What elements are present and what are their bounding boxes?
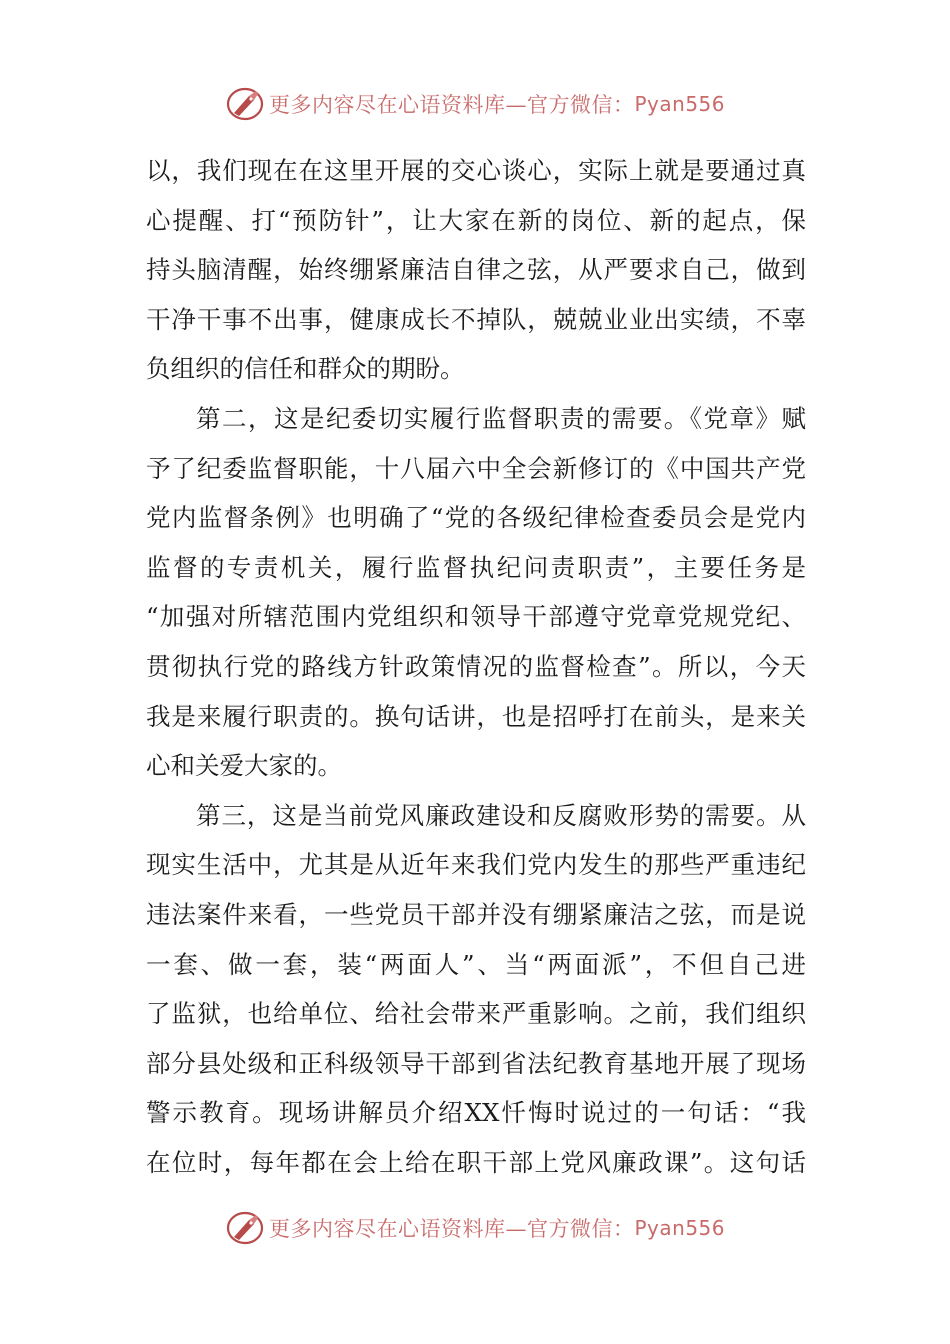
watermark-text: 更多内容尽在心语资料库—官方微信：	[268, 1217, 635, 1241]
text-line: 心和关爱大家的。	[146, 751, 342, 781]
text-line: 予了纪委监督职能，十八届六中全会新修订的《中国共产党	[146, 453, 806, 483]
text-line: 心提醒、打“预防针”，让大家在新的岗位、新的起点，保	[146, 205, 806, 235]
watermark-wechat-id: Pyan556	[634, 1216, 725, 1240]
watermark-wechat-id: Pyan556	[634, 92, 725, 116]
text-line: 现实生活中，尤其是从近年来我们党内发生的那些严重违纪	[146, 850, 806, 880]
paragraph-first-line: 第二，这是纪委切实履行监督职责的需要。《党章》赋	[196, 403, 806, 433]
text-line: 了监狱，也给单位、给社会带来严重影响。之前，我们组织	[146, 999, 806, 1029]
text-line: 警示教育。现场讲解员介绍XX忏悔时说过的一句话：“我	[146, 1098, 806, 1128]
text-line: 一套、做一套，装“两面人”、当“两面派”，不但自己进	[146, 949, 806, 979]
text-line: 负组织的信任和群众的期盼。	[146, 354, 465, 384]
paragraph-first-line: 第三，这是当前党风廉政建设和反腐败形势的需要。从	[196, 800, 806, 830]
text-line: 干净干事不出事，健康成长不掉队，兢兢业业出实绩，不辜	[146, 304, 806, 334]
text-line: 我是来履行职责的。换句话讲，也是招呼打在前头，是来关	[146, 701, 806, 731]
document-body	[146, 146, 806, 1187]
watermark-text: 更多内容尽在心语资料库—官方微信：	[268, 93, 635, 117]
text-line: 违法案件来看，一些党员干部并没有绷紧廉洁之弦，而是说	[146, 899, 806, 929]
text-line: 以，我们现在在这里开展的交心谈心，实际上就是要通过真	[146, 156, 806, 185]
text-line: 贯彻执行党的路线方针政策情况的监督检查”。所以，今天	[146, 651, 806, 681]
footer-watermark	[0, 1208, 950, 1248]
text-line: 持头脑清醒，始终绷紧廉洁自律之弦，从严要求自己，做到	[146, 255, 806, 285]
text-line: “加强对所辖范围内党组织和领导干部遵守党章党规党纪、	[146, 602, 806, 632]
text-line: 党内监督条例》也明确了“党的各级纪律检查委员会是党内	[146, 503, 806, 533]
text-line: 在位时，每年都在会上给在职干部上党风廉政课”。这句话	[146, 1147, 806, 1177]
pen-nib-logo-icon	[225, 1210, 265, 1246]
pen-nib-logo-icon	[225, 86, 265, 122]
text-line: 监督的专责机关，履行监督执纪问责职责”，主要任务是	[146, 552, 806, 582]
text-line: 部分县处级和正科级领导干部到省法纪教育基地开展了现场	[146, 1048, 806, 1078]
header-watermark	[0, 84, 950, 124]
